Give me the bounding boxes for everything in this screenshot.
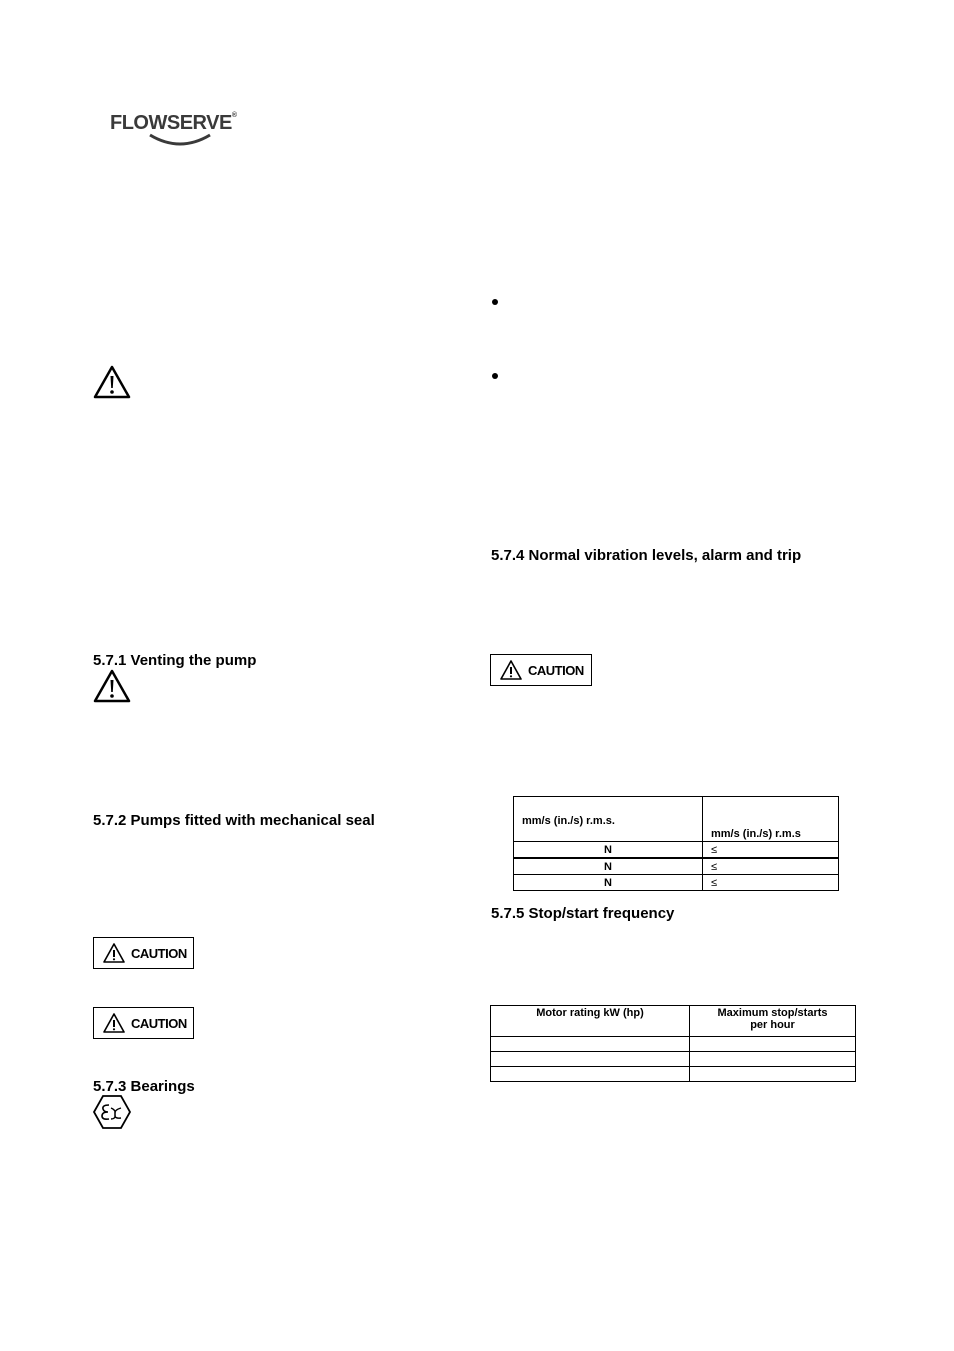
table-cell: N xyxy=(514,858,703,875)
table-cell: N xyxy=(514,842,703,859)
section-heading-bearings: 5.7.3 Bearings xyxy=(93,1078,195,1095)
table-header-cell: mm/s (in./s) r.m.s xyxy=(703,797,839,842)
table-row xyxy=(514,842,839,859)
table-row xyxy=(514,875,839,891)
table-cell: ≤ xyxy=(703,858,839,875)
table-header-cell: Motor rating kW (hp) xyxy=(491,1006,690,1037)
table-cell xyxy=(491,1037,690,1052)
warning-triangle-icon xyxy=(102,1012,126,1034)
section-heading-vibration: 5.7.4 Normal vibration levels, alarm and trip xyxy=(491,547,802,564)
caution-text: CAUTION xyxy=(528,662,584,678)
section-heading-stop-start: 5.7.5 Stop/start frequency xyxy=(491,905,675,922)
section-heading-venting: 5.7.1 Venting the pump xyxy=(93,652,257,669)
table-header-line: Maximum stop/starts xyxy=(717,1007,828,1019)
logo-text: FLOWSERVE® xyxy=(110,112,237,134)
table-cell: ≤ xyxy=(703,875,839,891)
table-cell: N xyxy=(514,875,703,891)
table-cell xyxy=(491,1052,690,1067)
company-logo xyxy=(110,112,237,154)
warning-triangle-icon xyxy=(102,942,126,964)
bullet-point xyxy=(492,299,498,305)
ex-hazard-icon xyxy=(92,1094,132,1130)
caution-text: CAUTION xyxy=(131,1015,187,1031)
stop-start-table xyxy=(490,1005,856,1082)
caution-label xyxy=(93,937,194,969)
table-cell xyxy=(690,1067,856,1082)
caution-label xyxy=(93,1007,194,1039)
table-cell xyxy=(690,1052,856,1067)
table-row xyxy=(514,858,839,875)
table-header-cell: mm/s (in./s) r.m.s. xyxy=(514,797,703,842)
table-cell xyxy=(491,1067,690,1082)
vibration-table xyxy=(513,796,839,891)
table-header-row xyxy=(491,1006,856,1037)
table-row xyxy=(491,1067,856,1082)
table-cell xyxy=(690,1037,856,1052)
table-row xyxy=(491,1037,856,1052)
section-heading-mechanical-seal: 5.7.2 Pumps fitted with mechanical seal xyxy=(93,812,375,829)
warning-triangle-icon xyxy=(92,364,132,400)
table-row xyxy=(491,1052,856,1067)
warning-triangle-icon xyxy=(499,659,523,681)
warning-triangle-icon xyxy=(92,668,132,704)
caution-text: CAUTION xyxy=(131,945,187,961)
bullet-point xyxy=(492,373,498,379)
logo-swoosh xyxy=(110,133,220,149)
table-header-row xyxy=(514,797,839,842)
table-header-cell xyxy=(690,1006,856,1037)
table-header-line: per hour xyxy=(750,1019,795,1031)
caution-label xyxy=(490,654,592,686)
table-cell: ≤ xyxy=(703,842,839,859)
